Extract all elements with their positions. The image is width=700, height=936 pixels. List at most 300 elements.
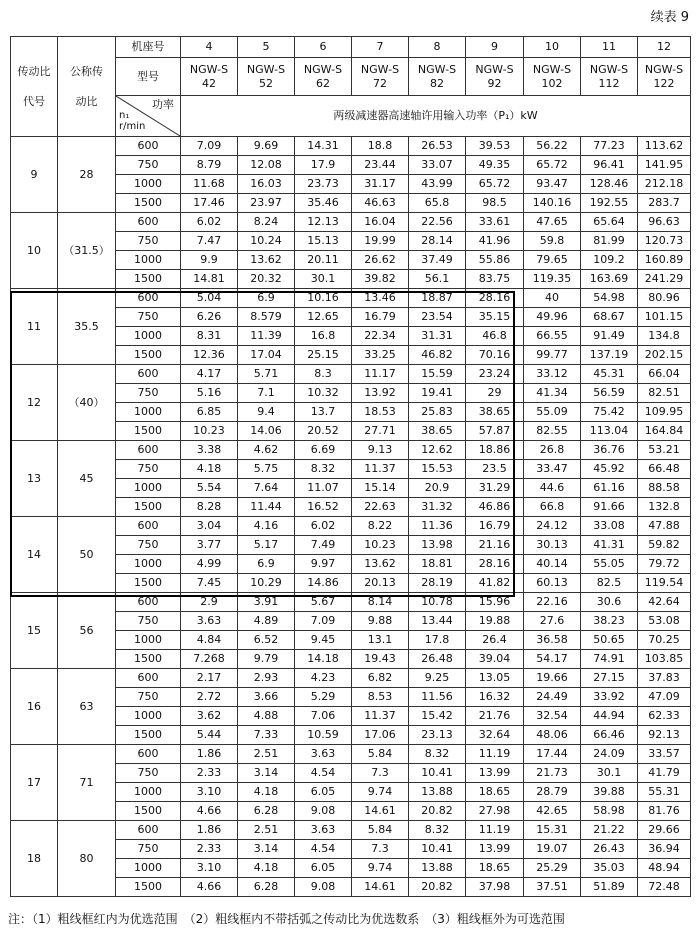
power-cell: 39.04	[466, 650, 524, 669]
power-cell: 45.31	[581, 365, 638, 384]
power-cell: 88.58	[638, 479, 691, 498]
power-cell: 2.72	[181, 688, 238, 707]
power-cell: 82.5	[581, 574, 638, 593]
power-cell: 11.07	[295, 479, 352, 498]
model-name: NGW-S 92	[466, 58, 524, 96]
ratio-code: 16	[11, 669, 58, 745]
power-cell: 49.35	[466, 156, 524, 175]
power-cell: 19.99	[352, 232, 409, 251]
power-cell: 19.66	[524, 669, 581, 688]
speed-cell: 750	[116, 384, 181, 403]
power-cell: 47.65	[524, 213, 581, 232]
power-cell: 14.81	[181, 270, 238, 289]
power-cell: 37.49	[409, 251, 466, 270]
power-cell: 16.04	[352, 213, 409, 232]
power-cell: 27.71	[352, 422, 409, 441]
speed-cell: 1500	[116, 726, 181, 745]
power-cell: 24.49	[524, 688, 581, 707]
speed-cell: 1500	[116, 498, 181, 517]
power-cell: 4.88	[238, 707, 295, 726]
power-cell: 20.32	[238, 270, 295, 289]
power-cell: 3.38	[181, 441, 238, 460]
power-cell: 21.73	[524, 764, 581, 783]
power-cell: 3.04	[181, 517, 238, 536]
power-cell: 14.18	[295, 650, 352, 669]
power-cell: 21.76	[466, 707, 524, 726]
power-cell: 6.26	[181, 308, 238, 327]
power-cell: 13.46	[352, 289, 409, 308]
power-cell: 109.2	[581, 251, 638, 270]
power-cell: 14.61	[352, 802, 409, 821]
power-cell: 9.9	[181, 251, 238, 270]
power-cell: 30.1	[295, 270, 352, 289]
power-cell: 98.5	[466, 194, 524, 213]
power-cell: 140.16	[524, 194, 581, 213]
power-cell: 14.86	[295, 574, 352, 593]
power-cell: 38.65	[466, 403, 524, 422]
power-cell: 32.64	[466, 726, 524, 745]
power-cell: 119.35	[524, 270, 581, 289]
model-name: NGW-S 62	[295, 58, 352, 96]
power-cell: 6.85	[181, 403, 238, 422]
power-cell: 30.13	[524, 536, 581, 555]
power-cell: 10.59	[295, 726, 352, 745]
power-cell: 28.16	[466, 289, 524, 308]
power-table	[10, 36, 691, 897]
power-cell: 28.19	[409, 574, 466, 593]
speed-cell: 1000	[116, 403, 181, 422]
power-cell: 17.46	[181, 194, 238, 213]
speed-cell: 1500	[116, 194, 181, 213]
power-cell: 3.77	[181, 536, 238, 555]
power-cell: 22.63	[352, 498, 409, 517]
power-cell: 5.29	[295, 688, 352, 707]
power-cell: 38.23	[581, 612, 638, 631]
power-cell: 37.83	[638, 669, 691, 688]
power-cell: 12.65	[295, 308, 352, 327]
model-name: NGW-S 112	[581, 58, 638, 96]
power-cell: 8.31	[181, 327, 238, 346]
power-cell: 9.08	[295, 802, 352, 821]
power-cell: 82.51	[638, 384, 691, 403]
power-cell: 33.57	[638, 745, 691, 764]
header-frame-no: 机座号	[116, 37, 181, 58]
speed-cell: 750	[116, 460, 181, 479]
power-cell: 19.43	[352, 650, 409, 669]
speed-cell: 600	[116, 669, 181, 688]
power-cell: 101.15	[638, 308, 691, 327]
ratio-code: 14	[11, 517, 58, 593]
speed-cell: 750	[116, 156, 181, 175]
power-cell: 59.82	[638, 536, 691, 555]
power-cell: 22.56	[409, 213, 466, 232]
power-cell: 44.6	[524, 479, 581, 498]
power-cell: 11.17	[352, 365, 409, 384]
power-cell: 8.79	[181, 156, 238, 175]
power-cell: 25.83	[409, 403, 466, 422]
power-cell: 4.54	[295, 764, 352, 783]
power-cell: 66.55	[524, 327, 581, 346]
power-cell: 4.54	[295, 840, 352, 859]
power-cell: 4.84	[181, 631, 238, 650]
power-cell: 36.76	[581, 441, 638, 460]
power-cell: 7.45	[181, 574, 238, 593]
power-cell: 45.92	[581, 460, 638, 479]
power-cell: 25.29	[524, 859, 581, 878]
power-cell: 17.44	[524, 745, 581, 764]
power-cell: 26.62	[352, 251, 409, 270]
power-cell: 41.34	[524, 384, 581, 403]
power-cell: 13.98	[409, 536, 466, 555]
power-cell: 20.82	[409, 802, 466, 821]
model-name: NGW-S 82	[409, 58, 466, 96]
power-cell: 15.59	[409, 365, 466, 384]
power-cell: 10.23	[181, 422, 238, 441]
power-cell: 5.84	[352, 745, 409, 764]
ratio-code: 15	[11, 593, 58, 669]
power-cell: 16.8	[295, 327, 352, 346]
power-cell: 49.96	[524, 308, 581, 327]
power-cell: 15.42	[409, 707, 466, 726]
power-cell: 7.09	[181, 137, 238, 156]
nominal-ratio: （40）	[58, 365, 116, 441]
power-cell: 8.3	[295, 365, 352, 384]
power-cell: 11.19	[466, 745, 524, 764]
power-cell: 23.73	[295, 175, 352, 194]
power-cell: 43.99	[409, 175, 466, 194]
power-cell: 3.14	[238, 764, 295, 783]
power-cell: 81.99	[581, 232, 638, 251]
power-cell: 72.48	[638, 878, 691, 897]
power-cell: 13.05	[466, 669, 524, 688]
power-cell: 8.579	[238, 308, 295, 327]
frame-number: 12	[638, 37, 691, 58]
power-cell: 7.268	[181, 650, 238, 669]
power-cell: 18.65	[466, 859, 524, 878]
power-cell: 56.59	[581, 384, 638, 403]
power-cell: 81.76	[638, 802, 691, 821]
power-cell: 6.05	[295, 859, 352, 878]
power-cell: 3.63	[181, 612, 238, 631]
power-cell: 16.32	[466, 688, 524, 707]
power-cell: 28.16	[466, 555, 524, 574]
power-cell: 99.77	[524, 346, 581, 365]
power-cell: 5.16	[181, 384, 238, 403]
power-cell: 14.31	[295, 137, 352, 156]
speed-cell: 1500	[116, 270, 181, 289]
power-cell: 18.81	[409, 555, 466, 574]
nominal-ratio: 80	[58, 821, 116, 897]
power-cell: 2.17	[181, 669, 238, 688]
power-cell: 3.63	[295, 821, 352, 840]
power-cell: 14.06	[238, 422, 295, 441]
power-cell: 36.94	[638, 840, 691, 859]
power-cell: 41.31	[581, 536, 638, 555]
power-cell: 11.44	[238, 498, 295, 517]
power-cell: 33.12	[524, 365, 581, 384]
power-cell: 19.88	[466, 612, 524, 631]
power-cell: 41.96	[466, 232, 524, 251]
power-cell: 6.02	[295, 517, 352, 536]
frame-number: 11	[581, 37, 638, 58]
power-cell: 62.33	[638, 707, 691, 726]
power-cell: 8.14	[352, 593, 409, 612]
table-row	[11, 669, 691, 688]
power-cell: 37.98	[466, 878, 524, 897]
speed-cell: 1000	[116, 251, 181, 270]
power-cell: 31.32	[409, 498, 466, 517]
power-cell: 18.87	[409, 289, 466, 308]
power-cell: 2.51	[238, 745, 295, 764]
power-cell: 28.14	[409, 232, 466, 251]
power-cell: 4.62	[238, 441, 295, 460]
speed-cell: 750	[116, 764, 181, 783]
power-cell: 8.32	[409, 821, 466, 840]
header-ratio-code: 传动比代号	[11, 37, 58, 137]
power-cell: 74.91	[581, 650, 638, 669]
power-cell: 33.47	[524, 460, 581, 479]
ratio-code: 9	[11, 137, 58, 213]
power-cell: 66.48	[638, 460, 691, 479]
power-cell: 46.86	[466, 498, 524, 517]
power-cell: 4.66	[181, 802, 238, 821]
power-cell: 18.8	[352, 137, 409, 156]
power-cell: 192.55	[581, 194, 638, 213]
power-cell: 39.82	[352, 270, 409, 289]
power-cell: 41.82	[466, 574, 524, 593]
power-cell: 21.16	[466, 536, 524, 555]
power-cell: 4.17	[181, 365, 238, 384]
header-diagonal-cell	[116, 96, 181, 137]
power-cell: 9.4	[238, 403, 295, 422]
power-cell: 8.53	[352, 688, 409, 707]
power-cell: 96.41	[581, 156, 638, 175]
model-name: NGW-S 72	[352, 58, 409, 96]
power-cell: 33.61	[466, 213, 524, 232]
power-cell: 65.72	[466, 175, 524, 194]
power-cell: 137.19	[581, 346, 638, 365]
power-cell: 8.32	[409, 745, 466, 764]
power-cell: 9.13	[352, 441, 409, 460]
power-cell: 12.62	[409, 441, 466, 460]
continuation-label: 续表 9	[650, 10, 689, 25]
nominal-ratio: 71	[58, 745, 116, 821]
power-cell: 11.37	[352, 707, 409, 726]
power-cell: 41.79	[638, 764, 691, 783]
power-cell: 4.23	[295, 669, 352, 688]
power-cell: 15.14	[352, 479, 409, 498]
power-cell: 23.54	[409, 308, 466, 327]
power-cell: 13.92	[352, 384, 409, 403]
power-cell: 33.92	[581, 688, 638, 707]
power-cell: 4.66	[181, 878, 238, 897]
power-cell: 16.79	[352, 308, 409, 327]
ratio-code: 11	[11, 289, 58, 365]
power-cell: 6.9	[238, 555, 295, 574]
power-cell: 91.49	[581, 327, 638, 346]
power-cell: 1.86	[181, 821, 238, 840]
power-cell: 5.17	[238, 536, 295, 555]
speed-cell: 600	[116, 517, 181, 536]
power-cell: 66.8	[524, 498, 581, 517]
power-cell: 13.88	[409, 859, 466, 878]
power-cell: 20.11	[295, 251, 352, 270]
power-cell: 7.64	[238, 479, 295, 498]
power-cell: 46.8	[466, 327, 524, 346]
power-cell: 66.46	[581, 726, 638, 745]
header-span-title: 两级减速器高速轴许用输入功率（P₁）kW	[181, 96, 691, 137]
power-cell: 46.82	[409, 346, 466, 365]
power-cell: 3.10	[181, 783, 238, 802]
power-cell: 21.22	[581, 821, 638, 840]
power-cell: 4.99	[181, 555, 238, 574]
power-cell: 70.16	[466, 346, 524, 365]
power-cell: 46.63	[352, 194, 409, 213]
power-cell: 42.65	[524, 802, 581, 821]
speed-cell: 1000	[116, 327, 181, 346]
power-cell: 113.04	[581, 422, 638, 441]
power-cell: 66.04	[638, 365, 691, 384]
model-name: NGW-S 122	[638, 58, 691, 96]
power-cell: 8.28	[181, 498, 238, 517]
power-cell: 31.17	[352, 175, 409, 194]
model-name: NGW-S 102	[524, 58, 581, 96]
power-cell: 27.98	[466, 802, 524, 821]
power-cell: 55.05	[581, 555, 638, 574]
power-cell: 26.43	[581, 840, 638, 859]
power-cell: 54.98	[581, 289, 638, 308]
power-cell: 9.79	[238, 650, 295, 669]
power-cell: 55.09	[524, 403, 581, 422]
frame-number: 4	[181, 37, 238, 58]
speed-cell: 600	[116, 821, 181, 840]
power-cell: 13.62	[238, 251, 295, 270]
power-cell: 26.4	[466, 631, 524, 650]
power-cell: 2.51	[238, 821, 295, 840]
power-cell: 70.25	[638, 631, 691, 650]
power-cell: 23.97	[238, 194, 295, 213]
power-cell: 10.78	[409, 593, 466, 612]
table-row	[11, 441, 691, 460]
power-cell: 163.69	[581, 270, 638, 289]
model-name: NGW-S 52	[238, 58, 295, 96]
power-cell: 51.89	[581, 878, 638, 897]
power-cell: 68.67	[581, 308, 638, 327]
ratio-code: 10	[11, 213, 58, 289]
power-cell: 15.96	[466, 593, 524, 612]
power-cell: 80.96	[638, 289, 691, 308]
power-cell: 93.47	[524, 175, 581, 194]
power-cell: 9.69	[238, 137, 295, 156]
speed-cell: 1500	[116, 878, 181, 897]
power-cell: 5.75	[238, 460, 295, 479]
speed-cell: 750	[116, 688, 181, 707]
power-cell: 35.03	[581, 859, 638, 878]
power-cell: 13.44	[409, 612, 466, 631]
power-cell: 48.06	[524, 726, 581, 745]
power-cell: 16.79	[466, 517, 524, 536]
power-cell: 18.65	[466, 783, 524, 802]
power-cell: 10.24	[238, 232, 295, 251]
power-cell: 10.23	[352, 536, 409, 555]
power-cell: 35.46	[295, 194, 352, 213]
power-cell: 29	[466, 384, 524, 403]
nominal-ratio: 28	[58, 137, 116, 213]
footnote: 注：（1）粗线框红内为优选范围 （2）粗线框内不带括弧之传动比为优选数系 （3）粗线框外为可选范围	[8, 912, 565, 926]
power-cell: 160.89	[638, 251, 691, 270]
nominal-ratio: 45	[58, 441, 116, 517]
power-cell: 17.9	[295, 156, 352, 175]
nominal-ratio: （31.5）	[58, 213, 116, 289]
power-cell: 4.18	[181, 460, 238, 479]
power-cell: 33.07	[409, 156, 466, 175]
power-cell: 6.52	[238, 631, 295, 650]
power-cell: 5.54	[181, 479, 238, 498]
power-cell: 103.85	[638, 650, 691, 669]
power-cell: 20.82	[409, 878, 466, 897]
power-cell: 2.33	[181, 764, 238, 783]
power-cell: 11.37	[352, 460, 409, 479]
power-cell: 13.7	[295, 403, 352, 422]
power-cell: 13.62	[352, 555, 409, 574]
power-cell: 7.09	[295, 612, 352, 631]
power-cell: 77.23	[581, 137, 638, 156]
power-cell: 6.28	[238, 802, 295, 821]
power-cell: 79.65	[524, 251, 581, 270]
speed-cell: 1500	[116, 802, 181, 821]
power-cell: 113.62	[638, 137, 691, 156]
power-cell: 11.68	[181, 175, 238, 194]
table-row	[11, 745, 691, 764]
power-cell: 119.54	[638, 574, 691, 593]
power-cell: 56.22	[524, 137, 581, 156]
speed-cell: 1000	[116, 555, 181, 574]
power-cell: 25.15	[295, 346, 352, 365]
speed-cell: 600	[116, 593, 181, 612]
nominal-ratio: 50	[58, 517, 116, 593]
power-cell: 6.82	[352, 669, 409, 688]
power-cell: 4.18	[238, 859, 295, 878]
power-cell: 40.14	[524, 555, 581, 574]
header-nominal-ratio: 公称传动比	[58, 37, 116, 137]
model-name: NGW-S 42	[181, 58, 238, 96]
power-cell: 23.44	[352, 156, 409, 175]
power-cell: 9.74	[352, 859, 409, 878]
power-cell: 57.87	[466, 422, 524, 441]
power-cell: 11.36	[409, 517, 466, 536]
power-cell: 50.65	[581, 631, 638, 650]
header-model: 型号	[116, 58, 181, 96]
power-cell: 134.8	[638, 327, 691, 346]
power-cell: 13.99	[466, 764, 524, 783]
power-cell: 9.74	[352, 783, 409, 802]
power-cell: 33.08	[581, 517, 638, 536]
speed-cell: 1500	[116, 574, 181, 593]
power-cell: 79.72	[638, 555, 691, 574]
speed-cell: 600	[116, 441, 181, 460]
power-cell: 27.6	[524, 612, 581, 631]
power-cell: 18.86	[466, 441, 524, 460]
power-cell: 19.07	[524, 840, 581, 859]
power-cell: 7.3	[352, 764, 409, 783]
speed-cell: 600	[116, 137, 181, 156]
power-cell: 91.66	[581, 498, 638, 517]
power-cell: 40	[524, 289, 581, 308]
speed-cell: 750	[116, 232, 181, 251]
power-cell: 5.67	[295, 593, 352, 612]
speed-cell: 750	[116, 840, 181, 859]
power-cell: 6.9	[238, 289, 295, 308]
